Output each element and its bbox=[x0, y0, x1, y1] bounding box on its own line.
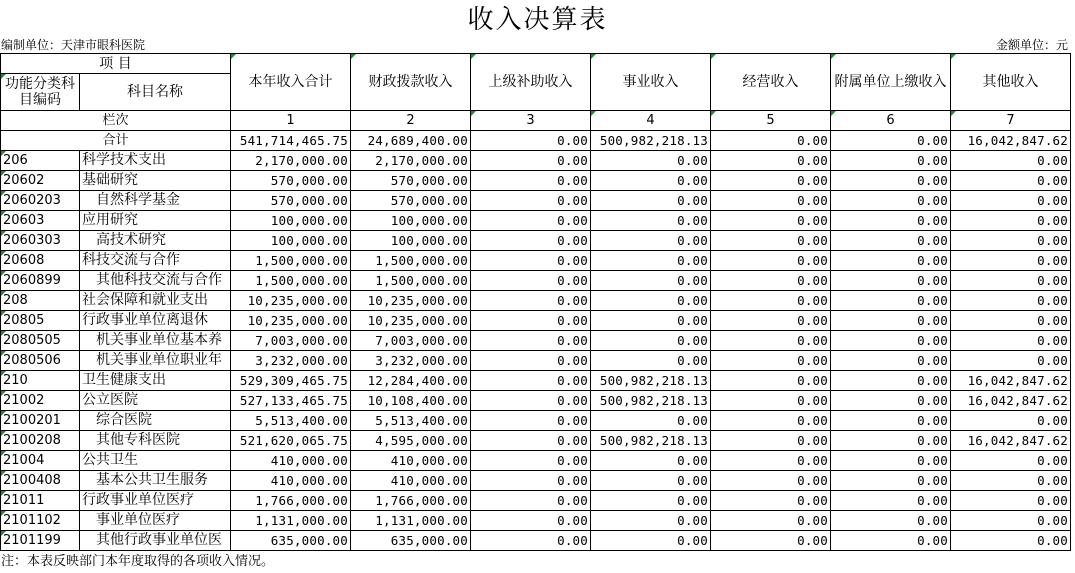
row-value[interactable]: 570,000.00 bbox=[231, 191, 351, 211]
row-value[interactable]: 0.00 bbox=[471, 191, 591, 211]
row-value[interactable]: 3,232,000.00 bbox=[231, 351, 351, 371]
row-subject-name[interactable]: 公立医院 bbox=[80, 391, 231, 411]
total-value[interactable]: 541,714,465.75 bbox=[231, 131, 351, 151]
row-value[interactable]: 16,042,847.62 bbox=[951, 371, 1071, 391]
row-value[interactable]: 0.00 bbox=[471, 431, 591, 451]
row-code[interactable]: 20608 bbox=[1, 251, 80, 271]
row-value[interactable]: 0.00 bbox=[471, 451, 591, 471]
footnote: 注：本表反映部门本年度取得的各项收入情况。 bbox=[1, 554, 275, 569]
row-subject-name[interactable]: 自然科学基金 bbox=[80, 191, 231, 211]
header-col-1[interactable]: 本年收入合计 bbox=[231, 54, 351, 111]
row-value[interactable]: 0.00 bbox=[711, 531, 831, 551]
row-value[interactable]: 16,042,847.62 bbox=[951, 391, 1071, 411]
row-code[interactable]: 2060203 bbox=[1, 191, 80, 211]
row-subject-name[interactable]: 高技术研究 bbox=[80, 231, 231, 251]
row-value[interactable]: 0.00 bbox=[831, 151, 951, 171]
header-col-4[interactable]: 事业收入 bbox=[591, 54, 711, 111]
row-value[interactable]: 0.00 bbox=[471, 271, 591, 291]
row-value[interactable]: 1,500,000.00 bbox=[231, 251, 351, 271]
row-value[interactable]: 0.00 bbox=[471, 411, 591, 431]
row-value[interactable]: 100,000.00 bbox=[231, 211, 351, 231]
row-value[interactable]: 0.00 bbox=[591, 351, 711, 371]
row-value[interactable]: 0.00 bbox=[831, 291, 951, 311]
row-value[interactable]: 1,766,000.00 bbox=[231, 491, 351, 511]
table-row bbox=[1, 431, 1071, 451]
row-value[interactable]: 0.00 bbox=[591, 291, 711, 311]
row-value[interactable]: 635,000.00 bbox=[231, 531, 351, 551]
row-value[interactable]: 0.00 bbox=[471, 511, 591, 531]
row-subject-name[interactable]: 行政事业单位医疗 bbox=[80, 491, 231, 511]
row-value[interactable]: 1,500,000.00 bbox=[231, 271, 351, 291]
row-value[interactable]: 410,000.00 bbox=[231, 471, 351, 491]
row-value[interactable]: 0.00 bbox=[711, 291, 831, 311]
table-row bbox=[1, 371, 1071, 391]
row-value[interactable]: 0.00 bbox=[591, 531, 711, 551]
row-value[interactable]: 529,309,465.75 bbox=[231, 371, 351, 391]
index-num[interactable]: 4 bbox=[591, 111, 711, 131]
table-row bbox=[1, 471, 1071, 491]
table-row bbox=[1, 271, 1071, 291]
row-value[interactable]: 4,595,000.00 bbox=[351, 431, 471, 451]
row-code[interactable]: 20603 bbox=[1, 211, 80, 231]
row-value[interactable]: 0.00 bbox=[591, 191, 711, 211]
row-subject-name[interactable]: 其他专科医院 bbox=[80, 431, 231, 451]
row-value[interactable]: 0.00 bbox=[471, 371, 591, 391]
row-value[interactable]: 0.00 bbox=[471, 211, 591, 231]
row-subject-name[interactable]: 机关事业单位基本养 bbox=[80, 331, 231, 351]
table-row bbox=[1, 531, 1071, 551]
row-value[interactable]: 12,284,400.00 bbox=[351, 371, 471, 391]
row-code[interactable]: 21011 bbox=[1, 491, 80, 511]
row-value[interactable]: 0.00 bbox=[951, 471, 1071, 491]
row-value[interactable]: 570,000.00 bbox=[351, 171, 471, 191]
row-code[interactable]: 21004 bbox=[1, 451, 80, 471]
row-value[interactable]: 0.00 bbox=[951, 271, 1071, 291]
row-subject-name[interactable]: 事业单位医疗 bbox=[80, 511, 231, 531]
total-value[interactable]: 0.00 bbox=[831, 131, 951, 151]
row-value[interactable]: 0.00 bbox=[591, 451, 711, 471]
header-col-5[interactable]: 经营收入 bbox=[711, 54, 831, 111]
row-value[interactable]: 1,766,000.00 bbox=[351, 491, 471, 511]
row-value[interactable]: 100,000.00 bbox=[351, 231, 471, 251]
row-subject-name[interactable]: 科学技术支出 bbox=[80, 151, 231, 171]
row-value[interactable]: 1,500,000.00 bbox=[351, 251, 471, 271]
row-value[interactable]: 0.00 bbox=[711, 431, 831, 451]
row-value[interactable]: 0.00 bbox=[711, 391, 831, 411]
table-row bbox=[1, 251, 1071, 271]
row-value[interactable]: 0.00 bbox=[831, 411, 951, 431]
row-value[interactable]: 10,235,000.00 bbox=[231, 291, 351, 311]
row-value[interactable]: 0.00 bbox=[471, 151, 591, 171]
row-value[interactable]: 0.00 bbox=[711, 491, 831, 511]
row-value[interactable]: 500,982,218.13 bbox=[591, 391, 711, 411]
row-value[interactable]: 0.00 bbox=[951, 251, 1071, 271]
row-value[interactable]: 0.00 bbox=[471, 531, 591, 551]
row-value[interactable]: 0.00 bbox=[951, 311, 1071, 331]
row-value[interactable]: 0.00 bbox=[591, 231, 711, 251]
row-value[interactable]: 0.00 bbox=[951, 531, 1071, 551]
row-value[interactable]: 0.00 bbox=[591, 511, 711, 531]
row-value[interactable]: 0.00 bbox=[831, 251, 951, 271]
row-value[interactable]: 0.00 bbox=[471, 231, 591, 251]
row-value[interactable]: 0.00 bbox=[591, 311, 711, 331]
row-value[interactable]: 7,003,000.00 bbox=[351, 331, 471, 351]
row-subject-name[interactable]: 机关事业单位职业年 bbox=[80, 351, 231, 371]
total-value[interactable]: 24,689,400.00 bbox=[351, 131, 471, 151]
index-num[interactable]: 1 bbox=[231, 111, 351, 131]
row-value[interactable]: 10,108,400.00 bbox=[351, 391, 471, 411]
row-value[interactable]: 0.00 bbox=[831, 531, 951, 551]
row-code[interactable]: 2101199 bbox=[1, 531, 80, 551]
row-value[interactable]: 0.00 bbox=[831, 211, 951, 231]
header-item[interactable]: 项 目 bbox=[1, 54, 231, 74]
row-value[interactable]: 0.00 bbox=[591, 411, 711, 431]
row-value[interactable]: 0.00 bbox=[831, 451, 951, 471]
row-value[interactable]: 0.00 bbox=[471, 391, 591, 411]
row-value[interactable]: 0.00 bbox=[711, 251, 831, 271]
row-value[interactable]: 0.00 bbox=[591, 271, 711, 291]
row-code[interactable]: 21002 bbox=[1, 391, 80, 411]
row-value[interactable]: 0.00 bbox=[831, 471, 951, 491]
row-value[interactable]: 0.00 bbox=[951, 451, 1071, 471]
index-label[interactable]: 栏次 bbox=[1, 111, 231, 131]
row-code[interactable]: 206 bbox=[1, 151, 80, 171]
row-subject-name[interactable]: 社会保障和就业支出 bbox=[80, 291, 231, 311]
row-value[interactable]: 0.00 bbox=[711, 191, 831, 211]
row-subject-name[interactable]: 基本公共卫生服务 bbox=[80, 471, 231, 491]
total-value[interactable]: 0.00 bbox=[471, 131, 591, 151]
row-value[interactable]: 10,235,000.00 bbox=[231, 311, 351, 331]
table-row bbox=[1, 171, 1071, 191]
row-value[interactable]: 0.00 bbox=[591, 471, 711, 491]
header-col-6[interactable]: 附属单位上缴收入 bbox=[831, 54, 951, 111]
header-subject-name[interactable]: 科目名称 bbox=[80, 74, 231, 111]
row-code[interactable]: 2100208 bbox=[1, 431, 80, 451]
row-value[interactable]: 7,003,000.00 bbox=[231, 331, 351, 351]
row-code[interactable]: 208 bbox=[1, 291, 80, 311]
row-value[interactable]: 0.00 bbox=[951, 511, 1071, 531]
index-num[interactable]: 3 bbox=[471, 111, 591, 131]
table-row bbox=[1, 391, 1071, 411]
index-num[interactable]: 7 bbox=[951, 111, 1071, 131]
row-value[interactable]: 0.00 bbox=[471, 291, 591, 311]
row-subject-name[interactable]: 科技交流与合作 bbox=[80, 251, 231, 271]
index-num[interactable]: 5 bbox=[711, 111, 831, 131]
table-row bbox=[1, 331, 1071, 351]
row-code[interactable]: 2080506 bbox=[1, 351, 80, 371]
row-code[interactable]: 2100408 bbox=[1, 471, 80, 491]
row-value[interactable]: 570,000.00 bbox=[231, 171, 351, 191]
row-value[interactable]: 0.00 bbox=[711, 271, 831, 291]
row-value[interactable]: 527,133,465.75 bbox=[231, 391, 351, 411]
row-value[interactable]: 521,620,065.75 bbox=[231, 431, 351, 451]
row-subject-name[interactable]: 基础研究 bbox=[80, 171, 231, 191]
amount-unit: 金额单位：元 bbox=[995, 38, 1068, 52]
table-row bbox=[1, 211, 1071, 231]
row-value[interactable]: 0.00 bbox=[471, 471, 591, 491]
row-value[interactable]: 1,131,000.00 bbox=[351, 511, 471, 531]
row-value[interactable]: 0.00 bbox=[831, 511, 951, 531]
row-code[interactable]: 2060899 bbox=[1, 271, 80, 291]
row-value[interactable]: 2,170,000.00 bbox=[231, 151, 351, 171]
row-value[interactable]: 0.00 bbox=[591, 171, 711, 191]
row-value[interactable]: 0.00 bbox=[831, 171, 951, 191]
row-value[interactable]: 500,982,218.13 bbox=[591, 431, 711, 451]
row-value[interactable]: 0.00 bbox=[951, 231, 1071, 251]
row-code[interactable]: 2100201 bbox=[1, 411, 80, 431]
row-value[interactable]: 0.00 bbox=[591, 491, 711, 511]
total-value[interactable]: 16,042,847.62 bbox=[951, 131, 1071, 151]
row-value[interactable]: 500,982,218.13 bbox=[591, 371, 711, 391]
row-code[interactable]: 20805 bbox=[1, 311, 80, 331]
row-value[interactable]: 0.00 bbox=[711, 231, 831, 251]
row-value[interactable]: 570,000.00 bbox=[351, 191, 471, 211]
row-value[interactable]: 0.00 bbox=[711, 151, 831, 171]
row-code[interactable]: 20602 bbox=[1, 171, 80, 191]
row-value[interactable]: 0.00 bbox=[711, 511, 831, 531]
row-value[interactable]: 100,000.00 bbox=[351, 211, 471, 231]
row-value[interactable]: 0.00 bbox=[951, 331, 1071, 351]
row-value[interactable]: 0.00 bbox=[831, 371, 951, 391]
row-value[interactable]: 0.00 bbox=[831, 351, 951, 371]
row-value[interactable]: 0.00 bbox=[471, 331, 591, 351]
table-row bbox=[1, 151, 1071, 171]
row-value[interactable]: 10,235,000.00 bbox=[351, 311, 471, 331]
row-value[interactable]: 5,513,400.00 bbox=[231, 411, 351, 431]
row-value[interactable]: 0.00 bbox=[831, 311, 951, 331]
row-value[interactable]: 0.00 bbox=[711, 331, 831, 351]
row-value[interactable]: 0.00 bbox=[711, 311, 831, 331]
row-subject-name[interactable]: 行政事业单位离退休 bbox=[80, 311, 231, 331]
compiling-unit: 编制单位：天津市眼科医院 bbox=[1, 38, 146, 52]
total-value[interactable]: 500,982,218.13 bbox=[591, 131, 711, 151]
row-value[interactable]: 0.00 bbox=[471, 491, 591, 511]
row-value[interactable]: 410,000.00 bbox=[231, 451, 351, 471]
row-code[interactable]: 2101102 bbox=[1, 511, 80, 531]
table-row bbox=[1, 491, 1071, 511]
index-num[interactable]: 2 bbox=[351, 111, 471, 131]
row-value[interactable]: 0.00 bbox=[471, 171, 591, 191]
row-value[interactable]: 0.00 bbox=[951, 491, 1071, 511]
row-value[interactable]: 10,235,000.00 bbox=[351, 291, 471, 311]
row-value[interactable]: 0.00 bbox=[831, 491, 951, 511]
row-subject-name[interactable]: 其他行政事业单位医 bbox=[80, 531, 231, 551]
row-value[interactable]: 100,000.00 bbox=[231, 231, 351, 251]
row-value[interactable]: 1,131,000.00 bbox=[231, 511, 351, 531]
row-value[interactable]: 0.00 bbox=[591, 331, 711, 351]
row-value[interactable]: 0.00 bbox=[711, 171, 831, 191]
row-value[interactable]: 410,000.00 bbox=[351, 451, 471, 471]
row-value[interactable]: 16,042,847.62 bbox=[951, 431, 1071, 451]
table-row bbox=[1, 311, 1071, 331]
row-value[interactable]: 0.00 bbox=[591, 251, 711, 271]
row-value[interactable]: 0.00 bbox=[591, 151, 711, 171]
row-value[interactable]: 0.00 bbox=[831, 391, 951, 411]
table-row bbox=[1, 351, 1071, 371]
row-value[interactable]: 0.00 bbox=[831, 191, 951, 211]
row-value[interactable]: 0.00 bbox=[951, 411, 1071, 431]
row-value[interactable]: 0.00 bbox=[831, 271, 951, 291]
row-value[interactable]: 0.00 bbox=[831, 231, 951, 251]
table-row bbox=[1, 411, 1071, 431]
row-value[interactable]: 0.00 bbox=[711, 351, 831, 371]
table-row bbox=[1, 291, 1071, 311]
row-value[interactable]: 0.00 bbox=[711, 211, 831, 231]
row-value[interactable]: 0.00 bbox=[951, 191, 1071, 211]
row-value[interactable]: 3,232,000.00 bbox=[351, 351, 471, 371]
row-code[interactable]: 2080505 bbox=[1, 331, 80, 351]
row-value[interactable]: 0.00 bbox=[951, 171, 1071, 191]
row-subject-name[interactable]: 其他科技交流与合作 bbox=[80, 271, 231, 291]
header-col-2[interactable]: 财政拨款收入 bbox=[351, 54, 471, 111]
total-label[interactable]: 合计 bbox=[1, 131, 231, 151]
row-value[interactable]: 0.00 bbox=[951, 291, 1071, 311]
table-row bbox=[1, 511, 1071, 531]
row-value[interactable]: 2,170,000.00 bbox=[351, 151, 471, 171]
row-value[interactable]: 1,500,000.00 bbox=[351, 271, 471, 291]
row-value[interactable]: 0.00 bbox=[711, 451, 831, 471]
row-subject-name[interactable]: 应用研究 bbox=[80, 211, 231, 231]
table-row bbox=[1, 191, 1071, 211]
row-subject-name[interactable]: 公共卫生 bbox=[80, 451, 231, 471]
row-code[interactable]: 2060303 bbox=[1, 231, 80, 251]
page-title: 收入决算表 bbox=[467, 5, 608, 35]
row-value[interactable]: 0.00 bbox=[951, 211, 1071, 231]
income-table bbox=[0, 53, 1071, 551]
table-row bbox=[1, 451, 1071, 471]
row-code[interactable]: 210 bbox=[1, 371, 80, 391]
row-value[interactable]: 5,513,400.00 bbox=[351, 411, 471, 431]
row-value[interactable]: 0.00 bbox=[591, 211, 711, 231]
row-value[interactable]: 0.00 bbox=[471, 251, 591, 271]
row-subject-name[interactable]: 综合医院 bbox=[80, 411, 231, 431]
row-value[interactable]: 635,000.00 bbox=[351, 531, 471, 551]
header-col-7[interactable]: 其他收入 bbox=[951, 54, 1071, 111]
index-num[interactable]: 6 bbox=[831, 111, 951, 131]
header-func-code[interactable]: 功能分类科目编码 bbox=[1, 74, 80, 111]
table-row bbox=[1, 231, 1071, 251]
row-value[interactable]: 410,000.00 bbox=[351, 471, 471, 491]
row-value[interactable]: 0.00 bbox=[951, 351, 1071, 371]
row-value[interactable]: 0.00 bbox=[711, 371, 831, 391]
total-value[interactable]: 0.00 bbox=[711, 131, 831, 151]
row-value[interactable]: 0.00 bbox=[471, 311, 591, 331]
row-value[interactable]: 0.00 bbox=[711, 411, 831, 431]
row-subject-name[interactable]: 卫生健康支出 bbox=[80, 371, 231, 391]
row-value[interactable]: 0.00 bbox=[831, 431, 951, 451]
header-col-3[interactable]: 上级补助收入 bbox=[471, 54, 591, 111]
row-value[interactable]: 0.00 bbox=[951, 151, 1071, 171]
row-value[interactable]: 0.00 bbox=[711, 471, 831, 491]
row-value[interactable]: 0.00 bbox=[831, 331, 951, 351]
row-value[interactable]: 0.00 bbox=[471, 351, 591, 371]
